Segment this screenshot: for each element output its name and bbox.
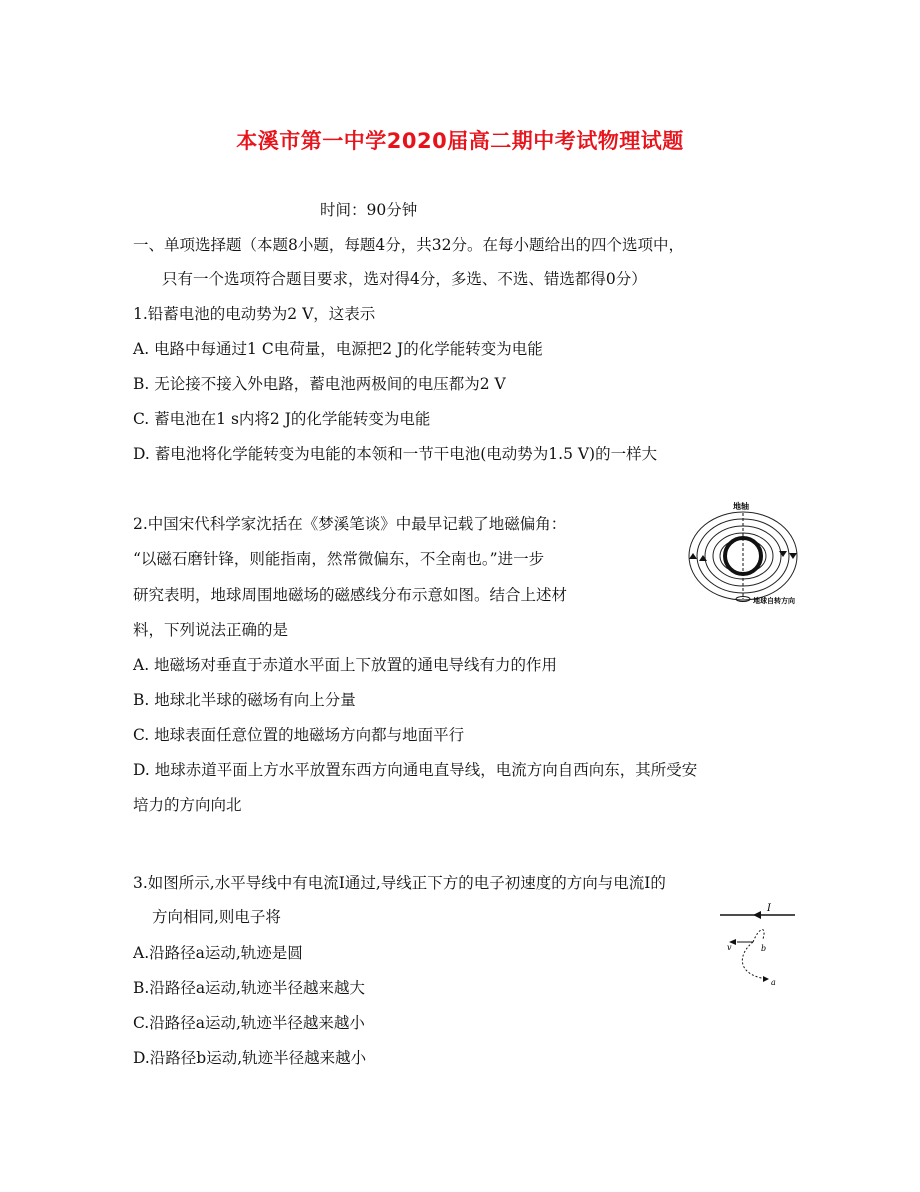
q3-stem-line2: 方向相同,则电子将 <box>152 908 281 926</box>
q3-option-a: A.沿路径a运动,轨迹是圆 <box>133 944 303 962</box>
section-heading-line1: 一、单项选择题（本题8小题，每题4分，共32分。在每小题给出的四个选项中， <box>133 236 684 254</box>
label-rotation-direction: 地球自转方向 <box>753 597 795 605</box>
q3-stem-line1: 3.如图所示,水平导线中有电流I通过,导线正下方的电子初速度的方向与电流I的 <box>133 874 666 892</box>
q2-option-a: A. 地磁场对垂直于赤道水平面上下放置的通电导线有力的作用 <box>133 656 558 674</box>
q2-stem-line3: 研究表明，地球周围地磁场的磁感线分布示意如图。结合上述材 <box>133 586 568 604</box>
q2-option-c: C. 地球表面任意位置的地磁场方向都与地面平行 <box>133 726 465 744</box>
q2-stem-line2: “以磁石磨针锋，则能指南，然常微偏东，不全南也。”进一步 <box>133 550 545 568</box>
q2-option-b: B. 地球北半球的磁场有向上分量 <box>133 691 356 709</box>
label-path-b: b <box>761 944 767 953</box>
label-current-I: I <box>767 903 771 914</box>
q1-stem: 1.铅蓄电池的电动势为2 V，这表示 <box>133 305 376 323</box>
q2-option-d-line2: 培力的方向向北 <box>133 796 242 814</box>
q1-option-a: A. 电路中每通过1 C电荷量，电源把2 J的化学能转变为电能 <box>133 340 543 358</box>
label-path-a: a <box>771 978 776 987</box>
q3-option-c: C.沿路径a运动,轨迹半径越来越小 <box>133 1014 365 1032</box>
q2-stem-line4: 料，下列说法正确的是 <box>133 621 289 639</box>
q3-option-b: B.沿路径a运动,轨迹半径越来越大 <box>133 979 365 997</box>
page-title: 本溪市第一中学2020届高二期中考试物理试题 <box>236 129 684 153</box>
label-earth-axis: 地轴 <box>733 502 749 511</box>
q3-option-d: D.沿路径b运动,轨迹半径越来越小 <box>133 1049 367 1067</box>
exam-time: 时间：90分钟 <box>320 201 418 219</box>
earth-magnetic-field-figure <box>683 495 813 615</box>
section-heading-line2: 只有一个选项符合题目要求，选对得4分，多选、不选、错选都得0分） <box>162 270 647 288</box>
q1-option-b: B. 无论接不接入外电路，蓄电池两极间的电压都为2 V <box>133 375 506 393</box>
q1-option-d: D. 蓄电池将化学能转变为电能的本领和一节干电池(电动势为1.5 V)的一样大 <box>133 445 658 463</box>
q2-stem-line1: 2.中国宋代科学家沈括在《梦溪笔谈》中最早记载了地磁偏角： <box>133 515 567 533</box>
q1-option-c: C. 蓄电池在1 s内将2 J的化学能转变为电能 <box>133 410 431 428</box>
q2-option-d-line1: D. 地球赤道平面上方水平放置东西方向通电直导线，电流方向自西向东，其所受安 <box>133 761 698 779</box>
label-velocity-v: v <box>727 943 732 952</box>
wire-electron-figure <box>715 897 805 992</box>
